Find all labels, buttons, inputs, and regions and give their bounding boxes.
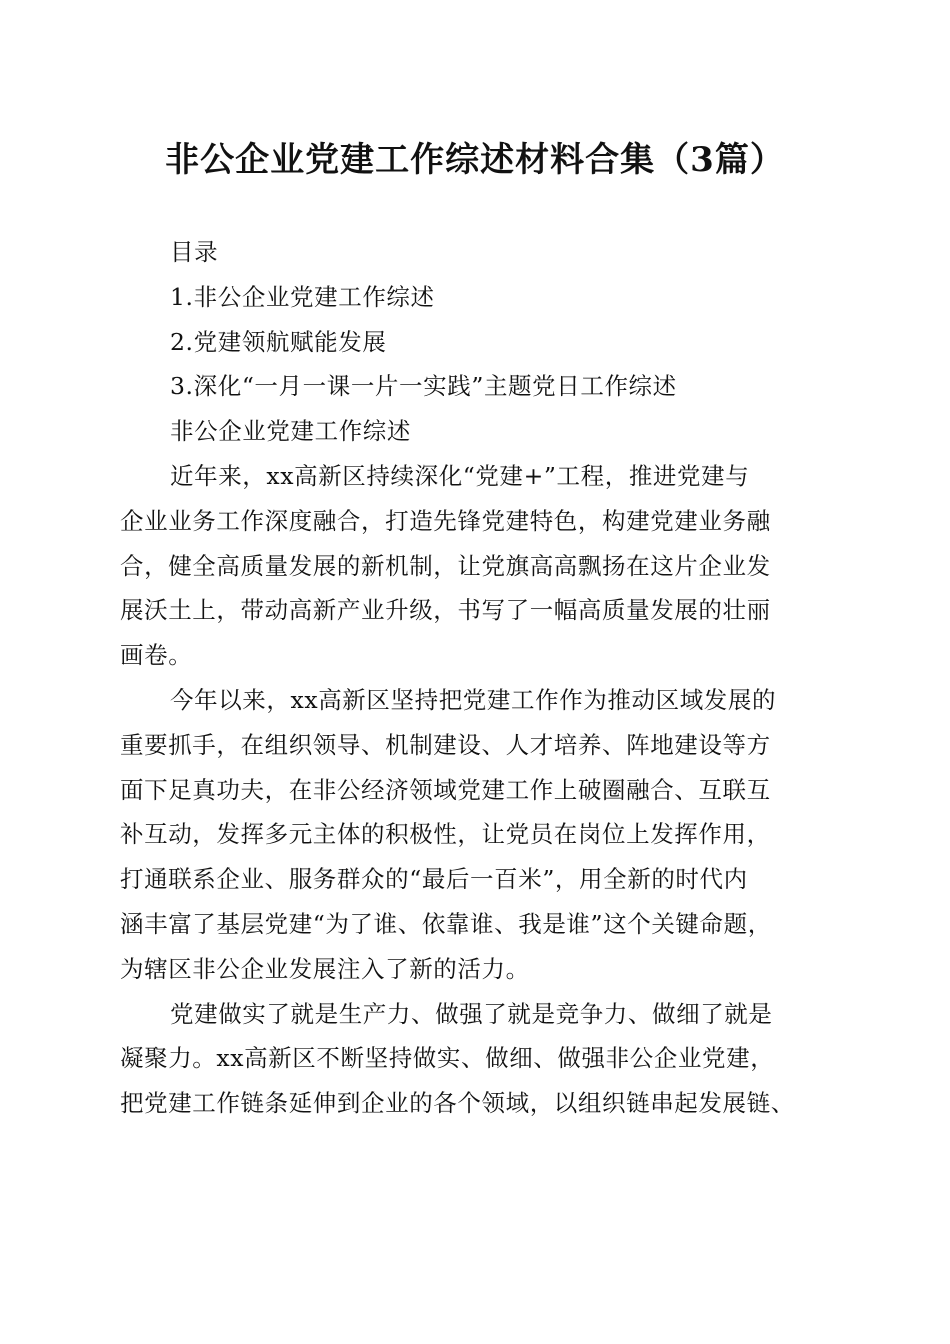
toc-item: 2.党建领航赋能发展: [170, 327, 387, 356]
paragraph-line: 画卷。: [120, 641, 193, 670]
paragraph-2: [120, 678, 826, 992]
document-title: 非公企业党建工作综述材料合集（3篇）: [165, 140, 785, 180]
toc-item: 1.非公企业党建工作综述: [170, 282, 435, 311]
paragraph-line: 展沃土上，带动高新产业升级，书写了一幅高质量发展的壮丽: [120, 596, 771, 625]
paragraph-line: 把党建工作链条延伸到企业的各个领域，以组织链串起发展链、: [120, 1089, 795, 1118]
paragraph-line: 面下足真功夫，在非公经济领域党建工作上破圈融合、互联互: [120, 775, 771, 804]
paragraph-line: 打通联系企业、服务群众的“最后一百米”，用全新的时代内: [120, 865, 748, 894]
paragraph-line: 凝聚力。xx高新区不断坚持做实、做细、做强非公企业党建，: [120, 1044, 775, 1073]
toc-heading: 目录: [170, 238, 219, 266]
section-heading: 非公企业党建工作综述: [170, 417, 411, 446]
paragraph-line: 合，健全高质量发展的新机制，让党旗高高飘扬在这片企业发: [120, 551, 771, 580]
paragraph-line: 党建做实了就是生产力、做强了就是竞争力、做细了就是: [170, 999, 773, 1028]
paragraph-line: 重要抓手，在组织领导、机制建设、人才培养、阵地建设等方: [120, 730, 771, 759]
paragraph-line: 企业业务工作深度融合，打造先锋党建特色，构建党建业务融: [120, 506, 771, 535]
paragraph-line: 为辖区非公企业发展注入了新的活力。: [120, 954, 530, 983]
paragraph-line: 今年以来，xx高新区坚持把党建工作作为推动区域发展的: [170, 685, 777, 714]
paragraph-3: [120, 992, 826, 1126]
paragraph-line: 近年来，xx高新区持续深化“党建+”工程，推进党建与: [170, 461, 750, 490]
paragraph-line: 补互动，发挥多元主体的积极性，让党员在岗位上发挥作用，: [120, 820, 771, 849]
paragraph-line: 涵丰富了基层党建“为了谁、依靠谁、我是谁”这个关键命题，: [120, 909, 772, 938]
toc-item: 3.深化“一月一课一片一实践”主题党日工作综述: [170, 372, 677, 401]
paragraph-1: [120, 454, 826, 678]
document-body: [120, 230, 826, 1126]
